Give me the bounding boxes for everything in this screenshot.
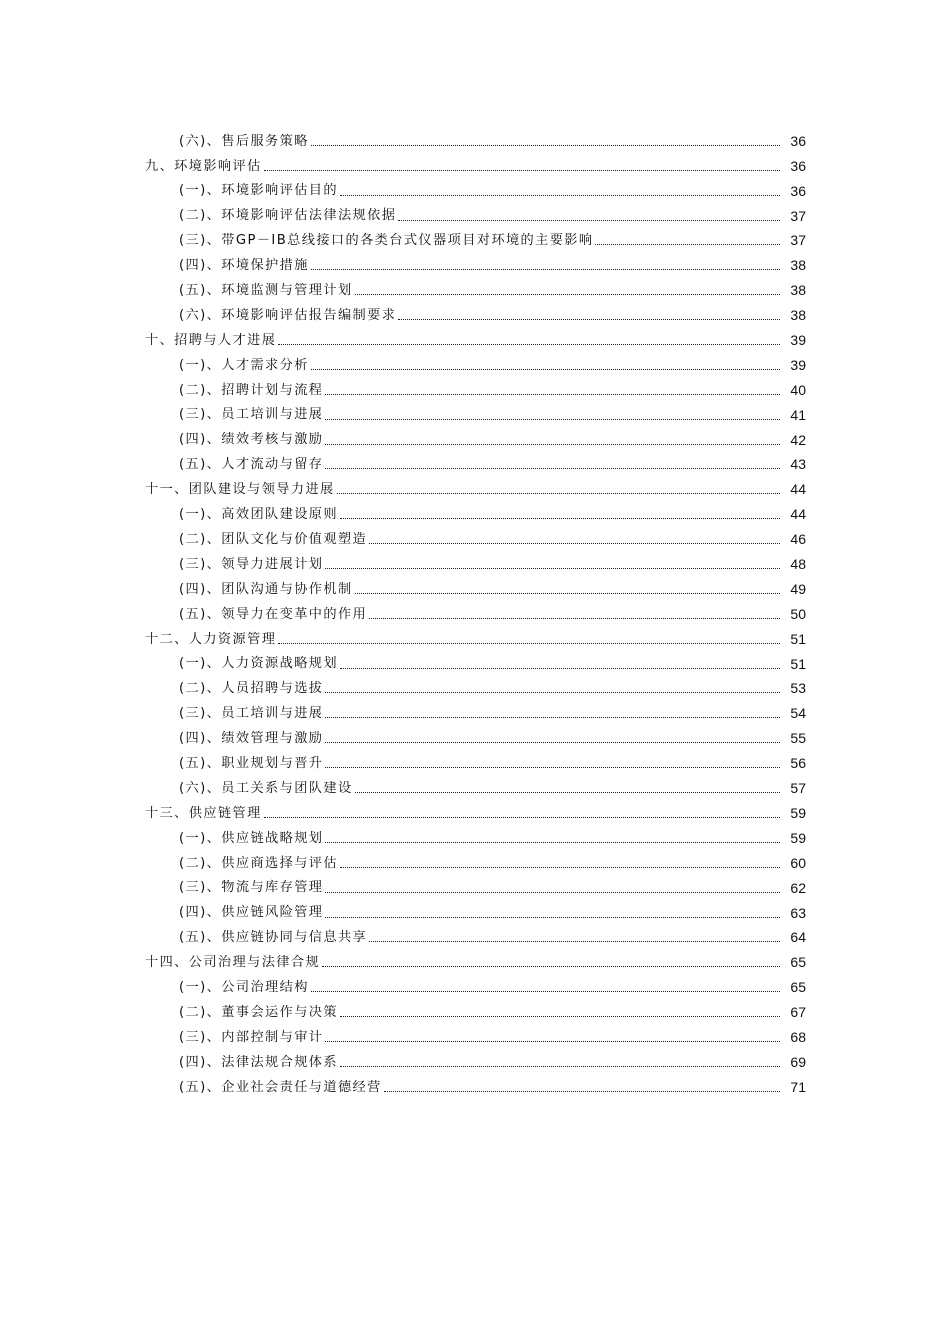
toc-dot-leader <box>355 593 780 594</box>
toc-section-entry[interactable] <box>0 349 950 374</box>
toc-entry-title: 十、招聘与人才进展 <box>145 332 277 348</box>
toc-entry-title: 十四、公司治理与法律合规 <box>145 955 321 971</box>
toc-page-number: 37 <box>790 232 806 249</box>
toc-entry-title: 十二、人力资源管理 <box>145 631 277 647</box>
toc-entry-title: (三)、内部控制与审计 <box>179 1029 324 1045</box>
toc-dot-leader <box>278 643 780 644</box>
toc-section-entry[interactable] <box>0 747 950 772</box>
toc-entry-title: (四)、绩效考核与激励 <box>179 432 324 448</box>
toc-dot-leader <box>355 792 780 793</box>
toc-dot-leader <box>311 269 780 270</box>
toc-page-number: 41 <box>790 406 806 423</box>
toc-entry-title: (二)、招聘计划与流程 <box>179 382 324 398</box>
toc-entry-title: (五)、人才流动与留存 <box>179 457 324 473</box>
toc-section-entry[interactable] <box>0 374 950 399</box>
toc-entry-title: (二)、供应商选择与评估 <box>179 855 338 871</box>
toc-section-entry[interactable] <box>0 922 950 947</box>
toc-chapter-entry[interactable] <box>0 623 950 648</box>
toc-entry-title: (四)、法律法规合规体系 <box>179 1054 338 1070</box>
toc-entry-title: (三)、带GP－IB总线接口的各类台式仪器项目对环境的主要影响 <box>179 233 594 249</box>
toc-entry-title: (三)、物流与库存管理 <box>179 880 324 896</box>
toc-page-number: 43 <box>790 456 806 473</box>
toc-page-number: 36 <box>790 132 806 149</box>
toc-section-entry[interactable] <box>0 847 950 872</box>
toc-page-number: 39 <box>790 332 806 349</box>
toc-chapter-entry[interactable] <box>0 150 950 175</box>
toc-entry-title: (六)、员工关系与团队建设 <box>179 780 353 796</box>
toc-dot-leader <box>325 742 780 743</box>
toc-entry-title: (二)、环境影响评估法律法规依据 <box>179 208 397 224</box>
toc-dot-leader <box>325 917 780 918</box>
toc-page-number: 63 <box>790 904 806 921</box>
toc-entry-title: (二)、团队文化与价值观塑造 <box>179 531 368 547</box>
toc-section-entry[interactable] <box>0 523 950 548</box>
toc-chapter-entry[interactable] <box>0 797 950 822</box>
toc-page-number: 64 <box>790 929 806 946</box>
toc-entry-title: (四)、绩效管理与激励 <box>179 731 324 747</box>
toc-section-entry[interactable] <box>0 772 950 797</box>
toc-section-entry[interactable] <box>0 1021 950 1046</box>
toc-entry-title: 十三、供应链管理 <box>145 805 262 821</box>
toc-section-entry[interactable] <box>0 175 950 200</box>
toc-dot-leader <box>325 568 780 569</box>
table-of-contents <box>0 125 950 1096</box>
toc-page-number: 60 <box>790 854 806 871</box>
toc-section-entry[interactable] <box>0 673 950 698</box>
toc-dot-leader <box>264 817 780 818</box>
toc-dot-leader <box>325 444 780 445</box>
toc-entry-title: (一)、人才需求分析 <box>179 357 309 373</box>
toc-page-number: 51 <box>790 655 806 672</box>
toc-dot-leader <box>325 767 780 768</box>
toc-dot-leader <box>325 468 780 469</box>
toc-section-entry[interactable] <box>0 872 950 897</box>
toc-dot-leader <box>278 344 780 345</box>
toc-dot-leader <box>311 991 780 992</box>
toc-page-number: 69 <box>790 1053 806 1070</box>
toc-page-number: 48 <box>790 556 806 573</box>
toc-entry-title: (五)、供应链协同与信息共享 <box>179 930 368 946</box>
toc-page-number: 49 <box>790 580 806 597</box>
toc-page-number: 57 <box>790 780 806 797</box>
toc-entry-title: (二)、董事会运作与决策 <box>179 1004 338 1020</box>
toc-section-entry[interactable] <box>0 548 950 573</box>
toc-entry-title: (六)、售后服务策略 <box>179 133 309 149</box>
toc-page-number: 68 <box>790 1028 806 1045</box>
toc-chapter-entry[interactable] <box>0 473 950 498</box>
toc-entry-title: (三)、员工培训与进展 <box>179 407 324 423</box>
toc-entry-title: (三)、员工培训与进展 <box>179 706 324 722</box>
toc-page-number: 59 <box>790 829 806 846</box>
toc-section-entry[interactable] <box>0 498 950 523</box>
toc-page-number: 71 <box>790 1078 806 1095</box>
toc-section-entry[interactable] <box>0 971 950 996</box>
toc-entry-title: 九、环境影响评估 <box>145 158 262 174</box>
toc-entry-title: (四)、团队沟通与协作机制 <box>179 581 353 597</box>
toc-dot-leader <box>595 244 780 245</box>
toc-entry-title: (三)、领导力进展计划 <box>179 556 324 572</box>
toc-page-number: 53 <box>790 680 806 697</box>
toc-page-number: 62 <box>790 879 806 896</box>
toc-entry-title: (五)、领导力在变革中的作用 <box>179 606 368 622</box>
toc-page-number: 37 <box>790 207 806 224</box>
toc-entry-title: (一)、人力资源战略规划 <box>179 656 338 672</box>
toc-section-entry[interactable] <box>0 125 950 150</box>
toc-dot-leader <box>398 220 780 221</box>
toc-entry-title: (五)、职业规划与晋升 <box>179 755 324 771</box>
toc-dot-leader <box>325 692 780 693</box>
toc-section-entry[interactable] <box>0 996 950 1021</box>
toc-dot-leader <box>311 145 780 146</box>
toc-entry-title: (一)、高效团队建设原则 <box>179 507 338 523</box>
toc-entry-title: (五)、企业社会责任与道德经营 <box>179 1079 382 1095</box>
toc-dot-leader <box>264 170 780 171</box>
toc-dot-leader <box>340 867 780 868</box>
toc-section-entry[interactable] <box>0 200 950 225</box>
toc-dot-leader <box>340 1016 780 1017</box>
toc-entry-title: (一)、公司治理结构 <box>179 979 309 995</box>
toc-page-number: 38 <box>790 257 806 274</box>
toc-dot-leader <box>325 394 780 395</box>
toc-section-entry[interactable] <box>0 722 950 747</box>
toc-dot-leader <box>311 369 780 370</box>
toc-page-number: 67 <box>790 1004 806 1021</box>
toc-section-entry[interactable] <box>0 822 950 847</box>
toc-chapter-entry[interactable] <box>0 946 950 971</box>
toc-entry-title: (六)、环境影响评估报告编制要求 <box>179 307 397 323</box>
toc-section-entry[interactable] <box>0 225 950 250</box>
toc-dot-leader <box>337 493 780 494</box>
toc-page-number: 56 <box>790 755 806 772</box>
toc-page-number: 65 <box>790 979 806 996</box>
toc-section-entry[interactable] <box>0 697 950 722</box>
toc-section-entry[interactable] <box>0 399 950 424</box>
toc-section-entry[interactable] <box>0 897 950 922</box>
toc-dot-leader <box>384 1091 780 1092</box>
toc-dot-leader <box>369 543 780 544</box>
toc-page-number: 46 <box>790 531 806 548</box>
toc-dot-leader <box>369 618 780 619</box>
toc-entry-title: (四)、供应链风险管理 <box>179 905 324 921</box>
toc-chapter-entry[interactable] <box>0 324 950 349</box>
toc-dot-leader <box>325 419 780 420</box>
toc-section-entry[interactable] <box>0 1071 950 1096</box>
toc-entry-title: 十一、团队建设与领导力进展 <box>145 482 335 498</box>
toc-page-number: 36 <box>790 157 806 174</box>
toc-section-entry[interactable] <box>0 573 950 598</box>
toc-dot-leader <box>325 842 780 843</box>
toc-section-entry[interactable] <box>0 1046 950 1071</box>
toc-page-number: 51 <box>790 630 806 647</box>
toc-dot-leader <box>398 319 780 320</box>
toc-dot-leader <box>340 195 780 196</box>
toc-section-entry[interactable] <box>0 598 950 623</box>
toc-entry-title: (二)、人员招聘与选拔 <box>179 681 324 697</box>
toc-page-number: 42 <box>790 431 806 448</box>
toc-dot-leader <box>340 668 780 669</box>
toc-dot-leader <box>325 892 780 893</box>
toc-entry-title: (四)、环境保护措施 <box>179 258 309 274</box>
toc-dot-leader <box>355 294 780 295</box>
toc-section-entry[interactable] <box>0 648 950 673</box>
toc-page-number: 38 <box>790 307 806 324</box>
toc-entry-title: (一)、环境影响评估目的 <box>179 183 338 199</box>
toc-page-number: 54 <box>790 705 806 722</box>
toc-section-entry[interactable] <box>0 449 950 474</box>
toc-dot-leader <box>369 941 780 942</box>
toc-dot-leader <box>340 518 780 519</box>
toc-dot-leader <box>340 1066 780 1067</box>
toc-page-number: 65 <box>790 954 806 971</box>
toc-page-number: 36 <box>790 182 806 199</box>
toc-entry-title: (一)、供应链战略规划 <box>179 830 324 846</box>
toc-page-number: 44 <box>790 506 806 523</box>
toc-dot-leader <box>322 966 780 967</box>
toc-section-entry[interactable] <box>0 274 950 299</box>
toc-page-number: 39 <box>790 356 806 373</box>
toc-page-number: 59 <box>790 804 806 821</box>
toc-section-entry[interactable] <box>0 299 950 324</box>
toc-section-entry[interactable] <box>0 249 950 274</box>
toc-entry-title: (五)、环境监测与管理计划 <box>179 283 353 299</box>
toc-page-number: 38 <box>790 282 806 299</box>
toc-page-number: 50 <box>790 605 806 622</box>
toc-page-number: 44 <box>790 481 806 498</box>
toc-section-entry[interactable] <box>0 424 950 449</box>
toc-page-number: 55 <box>790 730 806 747</box>
toc-page-number: 40 <box>790 381 806 398</box>
toc-dot-leader <box>325 1041 780 1042</box>
toc-dot-leader <box>325 717 780 718</box>
